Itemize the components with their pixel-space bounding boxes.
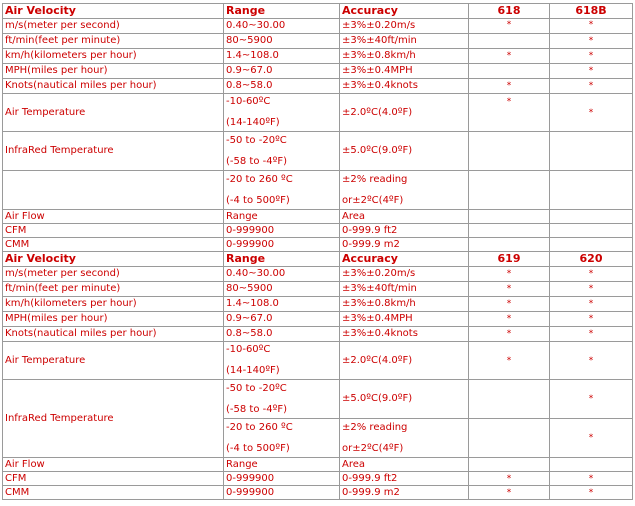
infrared-high-accuracy: ±2% reading or±2ºC(4ºF) bbox=[340, 419, 469, 458]
range-value: 0.8~58.0 bbox=[224, 327, 340, 342]
model-mark bbox=[469, 380, 550, 419]
accuracy-value: ±3%±0.4MPH bbox=[340, 64, 469, 79]
header-model-619: 619 bbox=[469, 252, 550, 267]
unit-label: ft/min(feet per minute) bbox=[3, 34, 224, 49]
model-mark: * bbox=[469, 94, 550, 132]
model-mark: * bbox=[550, 64, 633, 79]
model-mark bbox=[469, 458, 550, 472]
model-mark: * bbox=[469, 312, 550, 327]
air-temperature-accuracy: ±2.0ºC(4.0ºF) bbox=[340, 94, 469, 132]
model-mark bbox=[469, 224, 550, 238]
header-row bbox=[3, 4, 633, 19]
infrared-temperature-label: InfraRed Temperature bbox=[3, 380, 224, 458]
cmm-range: 0-999900 bbox=[224, 486, 340, 500]
cfm-row bbox=[3, 472, 633, 486]
unit-label: km/h(kilometers per hour) bbox=[3, 49, 224, 64]
cfm-range: 0-999900 bbox=[224, 472, 340, 486]
model-mark: * bbox=[469, 472, 550, 486]
header-air-velocity: Air Velocity bbox=[3, 4, 224, 19]
air-temperature-label: Air Temperature bbox=[3, 94, 224, 132]
model-mark bbox=[550, 458, 633, 472]
unit-label: ft/min(feet per minute) bbox=[3, 282, 224, 297]
air-flow-label: Air Flow bbox=[3, 210, 224, 224]
table-row bbox=[3, 312, 633, 327]
accuracy-value: ±3%±0.8km/h bbox=[340, 49, 469, 64]
model-mark bbox=[550, 238, 633, 252]
model-mark: * bbox=[469, 486, 550, 500]
table-row bbox=[3, 34, 633, 49]
unit-label: MPH(miles per hour) bbox=[3, 64, 224, 79]
infrared-high-accuracy: ±2% reading or±2ºC(4ºF) bbox=[340, 171, 469, 210]
infrared-high-range: -20 to 260 ºC (-4 to 500ºF) bbox=[224, 419, 340, 458]
cfm-area: 0-999.9 ft2 bbox=[340, 224, 469, 238]
accuracy-value: ±3%±40ft/min bbox=[340, 282, 469, 297]
model-mark: * bbox=[550, 327, 633, 342]
cmm-range: 0-999900 bbox=[224, 238, 340, 252]
spec-table bbox=[2, 3, 633, 500]
table-row bbox=[3, 64, 633, 79]
header-model-618b: 618B bbox=[550, 4, 633, 19]
air-flow-area-header: Area bbox=[340, 458, 469, 472]
air-flow-area-header: Area bbox=[340, 210, 469, 224]
model-mark: * bbox=[469, 327, 550, 342]
model-mark bbox=[550, 171, 633, 210]
infrared-high-row bbox=[3, 171, 633, 210]
infrared-low-range: -50 to -20ºC (-58 to -4ºF) bbox=[224, 380, 340, 419]
header-accuracy: Accuracy bbox=[340, 4, 469, 19]
unit-label: Knots(nautical miles per hour) bbox=[3, 79, 224, 94]
header-range: Range bbox=[224, 4, 340, 19]
model-mark: * bbox=[550, 94, 633, 132]
header-model-620: 620 bbox=[550, 252, 633, 267]
model-mark: * bbox=[550, 34, 633, 49]
air-temperature-label: Air Temperature bbox=[3, 342, 224, 380]
range-value: 0.40~30.00 bbox=[224, 267, 340, 282]
table-row bbox=[3, 282, 633, 297]
model-mark: * bbox=[469, 297, 550, 312]
model-mark: * bbox=[469, 267, 550, 282]
model-mark bbox=[550, 132, 633, 171]
infrared-temperature-label: InfraRed Temperature bbox=[3, 132, 224, 171]
table-row bbox=[3, 79, 633, 94]
range-value: 80~5900 bbox=[224, 282, 340, 297]
infrared-high-range: -20 to 260 ºC (-4 to 500ºF) bbox=[224, 171, 340, 210]
infrared-low-accuracy: ±5.0ºC(9.0ºF) bbox=[340, 132, 469, 171]
air-flow-row bbox=[3, 210, 633, 224]
header-air-velocity: Air Velocity bbox=[3, 252, 224, 267]
model-mark: * bbox=[469, 282, 550, 297]
table-row bbox=[3, 49, 633, 64]
table-row bbox=[3, 297, 633, 312]
header-row bbox=[3, 252, 633, 267]
accuracy-value: ±3%±40ft/min bbox=[340, 34, 469, 49]
model-mark: * bbox=[469, 19, 550, 34]
air-flow-range-header: Range bbox=[224, 210, 340, 224]
model-mark: * bbox=[469, 79, 550, 94]
unit-label: km/h(kilometers per hour) bbox=[3, 297, 224, 312]
header-model-618: 618 bbox=[469, 4, 550, 19]
model-mark bbox=[469, 64, 550, 79]
air-temperature-row bbox=[3, 94, 633, 132]
air-temperature-range: -10-60ºC (14-140ºF) bbox=[224, 94, 340, 132]
cfm-label: CFM bbox=[3, 472, 224, 486]
model-mark: * bbox=[550, 472, 633, 486]
air-temperature-range: -10-60ºC (14-140ºF) bbox=[224, 342, 340, 380]
cfm-range: 0-999900 bbox=[224, 224, 340, 238]
table-row bbox=[3, 19, 633, 34]
cfm-area: 0-999.9 ft2 bbox=[340, 472, 469, 486]
unit-label: Knots(nautical miles per hour) bbox=[3, 327, 224, 342]
range-value: 0.9~67.0 bbox=[224, 64, 340, 79]
model-mark: * bbox=[550, 19, 633, 34]
accuracy-value: ±3%±0.20m/s bbox=[340, 267, 469, 282]
air-flow-range-header: Range bbox=[224, 458, 340, 472]
range-value: 0.9~67.0 bbox=[224, 312, 340, 327]
air-flow-label: Air Flow bbox=[3, 458, 224, 472]
range-value: 0.8~58.0 bbox=[224, 79, 340, 94]
cfm-label: CFM bbox=[3, 224, 224, 238]
model-mark: * bbox=[550, 297, 633, 312]
cmm-row bbox=[3, 486, 633, 500]
table-row bbox=[3, 327, 633, 342]
unit-label: m/s(meter per second) bbox=[3, 19, 224, 34]
air-temperature-accuracy: ±2.0ºC(4.0ºF) bbox=[340, 342, 469, 380]
model-mark bbox=[469, 238, 550, 252]
model-mark: * bbox=[550, 49, 633, 64]
unit-label: m/s(meter per second) bbox=[3, 267, 224, 282]
cmm-area: 0-999.9 m2 bbox=[340, 238, 469, 252]
model-mark bbox=[469, 34, 550, 49]
range-value: 0.40~30.00 bbox=[224, 19, 340, 34]
model-mark: * bbox=[550, 282, 633, 297]
header-accuracy: Accuracy bbox=[340, 252, 469, 267]
accuracy-value: ±3%±0.20m/s bbox=[340, 19, 469, 34]
range-value: 1.4~108.0 bbox=[224, 297, 340, 312]
air-temperature-row bbox=[3, 342, 633, 380]
model-mark: * bbox=[550, 312, 633, 327]
accuracy-value: ±3%±0.4knots bbox=[340, 327, 469, 342]
cfm-row bbox=[3, 224, 633, 238]
table-row bbox=[3, 267, 633, 282]
accuracy-value: ±3%±0.4MPH bbox=[340, 312, 469, 327]
infrared-low-range: -50 to -20ºC (-58 to -4ºF) bbox=[224, 132, 340, 171]
range-value: 80~5900 bbox=[224, 34, 340, 49]
cmm-area: 0-999.9 m2 bbox=[340, 486, 469, 500]
range-value: 1.4~108.0 bbox=[224, 49, 340, 64]
cmm-row bbox=[3, 238, 633, 252]
model-mark bbox=[469, 419, 550, 458]
model-mark bbox=[550, 224, 633, 238]
air-flow-row bbox=[3, 458, 633, 472]
model-mark: * bbox=[469, 49, 550, 64]
model-mark bbox=[469, 132, 550, 171]
unit-label: MPH(miles per hour) bbox=[3, 312, 224, 327]
infrared-low-row bbox=[3, 132, 633, 171]
model-mark: * bbox=[469, 342, 550, 380]
accuracy-value: ±3%±0.4knots bbox=[340, 79, 469, 94]
model-mark bbox=[550, 210, 633, 224]
model-mark: * bbox=[550, 342, 633, 380]
header-range: Range bbox=[224, 252, 340, 267]
model-mark: * bbox=[550, 79, 633, 94]
infrared-low-row bbox=[3, 380, 633, 419]
model-mark: * bbox=[550, 267, 633, 282]
infrared-low-accuracy: ±5.0ºC(9.0ºF) bbox=[340, 380, 469, 419]
model-mark: * bbox=[550, 419, 633, 458]
cmm-label: CMM bbox=[3, 238, 224, 252]
empty-label bbox=[3, 171, 224, 210]
accuracy-value: ±3%±0.8km/h bbox=[340, 297, 469, 312]
model-mark: * bbox=[550, 486, 633, 500]
cmm-label: CMM bbox=[3, 486, 224, 500]
model-mark bbox=[469, 171, 550, 210]
model-mark bbox=[469, 210, 550, 224]
model-mark: * bbox=[550, 380, 633, 419]
